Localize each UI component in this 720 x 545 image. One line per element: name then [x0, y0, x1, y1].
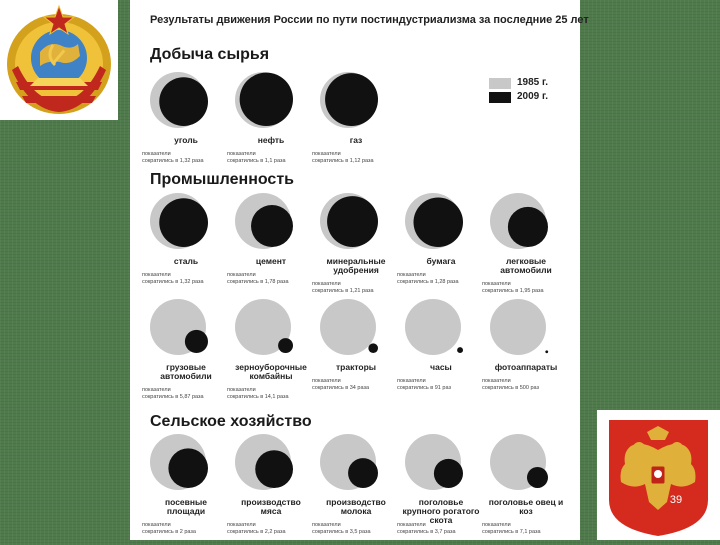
circle-pair [490, 434, 554, 494]
item-note-line2: сократились в 5,87 раза [142, 394, 204, 400]
circle-2009 [185, 330, 208, 353]
item-note [482, 522, 582, 536]
item-label: зерноуборочные комбайны [235, 362, 307, 381]
legend-swatch-2009 [489, 92, 511, 103]
item-note-line2: сократились в 2,2 раза [227, 529, 286, 535]
item-note-line1: показатели [227, 272, 256, 278]
item-note-line2: сократились в 1,32 раза [142, 158, 204, 164]
item-note-line1: показатели [227, 387, 256, 393]
circle-pair [150, 299, 214, 359]
item-label: легковые автомобили [500, 256, 552, 275]
circle-2009 [414, 198, 463, 247]
item-note-line2: сократились в 1,21 раза [312, 288, 374, 294]
circle-pair [150, 193, 214, 253]
item-note-line1: показатели [397, 272, 426, 278]
item-note-line2: сократились в 1,28 раза [397, 279, 459, 285]
item-note-line1: показатели [142, 272, 171, 278]
item-note-line1: показатели [312, 522, 341, 528]
circle-pair [490, 299, 554, 359]
circle-pair [320, 72, 384, 132]
item-note-line1: показатели [397, 522, 426, 528]
circle-pair [320, 299, 384, 359]
item-note-line1: показатели [227, 151, 256, 157]
legend-label-2009: 2009 г. [517, 91, 548, 102]
circle-2009 [508, 207, 548, 247]
ussr-coat-of-arms-image [0, 0, 118, 120]
circle-1985 [320, 299, 376, 355]
item-note-line1: показатели [482, 281, 511, 287]
item-label: уголь [174, 135, 198, 145]
item-note [482, 378, 582, 392]
circle-2009 [434, 459, 463, 488]
item-label: поголовье овец и коз [488, 497, 564, 516]
item-note-line2: сократились в 3,5 раза [312, 529, 371, 535]
circle-2009 [240, 73, 293, 126]
item-note-line1: показатели [142, 522, 171, 528]
item-note-line2: сократились в 91 раз [397, 385, 451, 391]
item-note-line1: показатели [142, 151, 171, 157]
item-note-line2: сократились в 1,32 раза [142, 279, 204, 285]
page-number: 39 [669, 494, 683, 506]
item-note-line2: сократились в 500 раз [482, 385, 540, 391]
item-label: грузовые автомобили [160, 362, 212, 381]
circle-2009 [348, 458, 378, 488]
item-label: нефть [257, 135, 285, 145]
poster-title: Результаты движения России по пути постиндустриализма за последние 25 лет [150, 14, 589, 26]
item-note-line2: сократились в 1,95 раза [482, 288, 544, 294]
circle-2009 [255, 450, 293, 488]
legend-label-1985: 1985 г. [517, 77, 548, 88]
circle-2009 [325, 73, 378, 126]
item-label: производство мяса [241, 497, 301, 516]
circle-2009 [457, 347, 463, 353]
item-label: газ [349, 135, 363, 145]
circle-pair [405, 299, 469, 359]
circle-pair [405, 434, 469, 494]
circle-pair [320, 434, 384, 494]
russia-coat-of-arms-image [597, 410, 720, 540]
circle-pair [490, 193, 554, 253]
section-heading-agriculture: Сельское хозяйство [150, 413, 312, 430]
section-heading-raw-materials: Добыча сырья [150, 46, 270, 63]
item-note-line1: показатели [227, 522, 256, 528]
item-note-line1: показатели [312, 378, 341, 384]
circle-pair [235, 434, 299, 494]
item-label: часы [430, 362, 452, 372]
circle-2009 [327, 196, 378, 247]
item-label: сталь [173, 256, 199, 266]
item-label: фотоаппараты [494, 362, 558, 372]
circle-1985 [405, 299, 461, 355]
section-heading-industry: Промышленность [150, 171, 294, 188]
item-note-line2: сократились в 14,1 раза [227, 394, 289, 400]
item-note-line1: показатели [312, 281, 341, 287]
circle-2009 [278, 338, 293, 353]
legend-swatch-1985 [489, 78, 511, 89]
item-note-line2: сократились в 1,1 раза [227, 158, 286, 164]
item-note-line2: сократились в 1,78 раза [227, 279, 289, 285]
circle-pair [320, 193, 384, 253]
item-label: посевные площади [164, 497, 207, 516]
item-note-line1: показатели [482, 522, 511, 528]
item-note-line1: показатели [482, 378, 511, 384]
circle-2009 [368, 343, 378, 353]
item-note-line1: показатели [142, 387, 171, 393]
item-note-line2: сократились в 2 раза [142, 529, 196, 535]
item-label: поголовье крупного рогатого скота [402, 497, 480, 525]
circle-2009 [159, 77, 208, 126]
circle-2009 [527, 467, 548, 488]
item-label: тракторы [335, 362, 377, 372]
circle-2009 [251, 205, 293, 247]
item-note-line2: сократились в 3,7 раза [397, 529, 456, 535]
item-label: бумага [426, 256, 456, 266]
circle-2009 [159, 198, 208, 247]
item-note [312, 151, 412, 165]
item-label: производство молока [326, 497, 386, 516]
circle-pair [150, 434, 214, 494]
circle-pair [235, 193, 299, 253]
circle-pair [235, 299, 299, 359]
item-note-line2: сократились в 7,1 раза [482, 529, 541, 535]
item-label: минеральные удобрения [326, 256, 386, 275]
circle-2009 [545, 350, 548, 353]
item-note-line1: показатели [397, 378, 426, 384]
item-label: цемент [255, 256, 287, 266]
circle-pair [405, 193, 469, 253]
circle-pair [150, 72, 214, 132]
item-note-line2: сократились в 34 раза [312, 385, 370, 391]
circle-1985 [490, 299, 546, 355]
item-note-line1: показатели [312, 151, 341, 157]
circle-pair [235, 72, 299, 132]
item-note [482, 281, 582, 295]
item-note-line2: сократились в 1,12 раза [312, 158, 374, 164]
circle-2009 [168, 448, 208, 488]
